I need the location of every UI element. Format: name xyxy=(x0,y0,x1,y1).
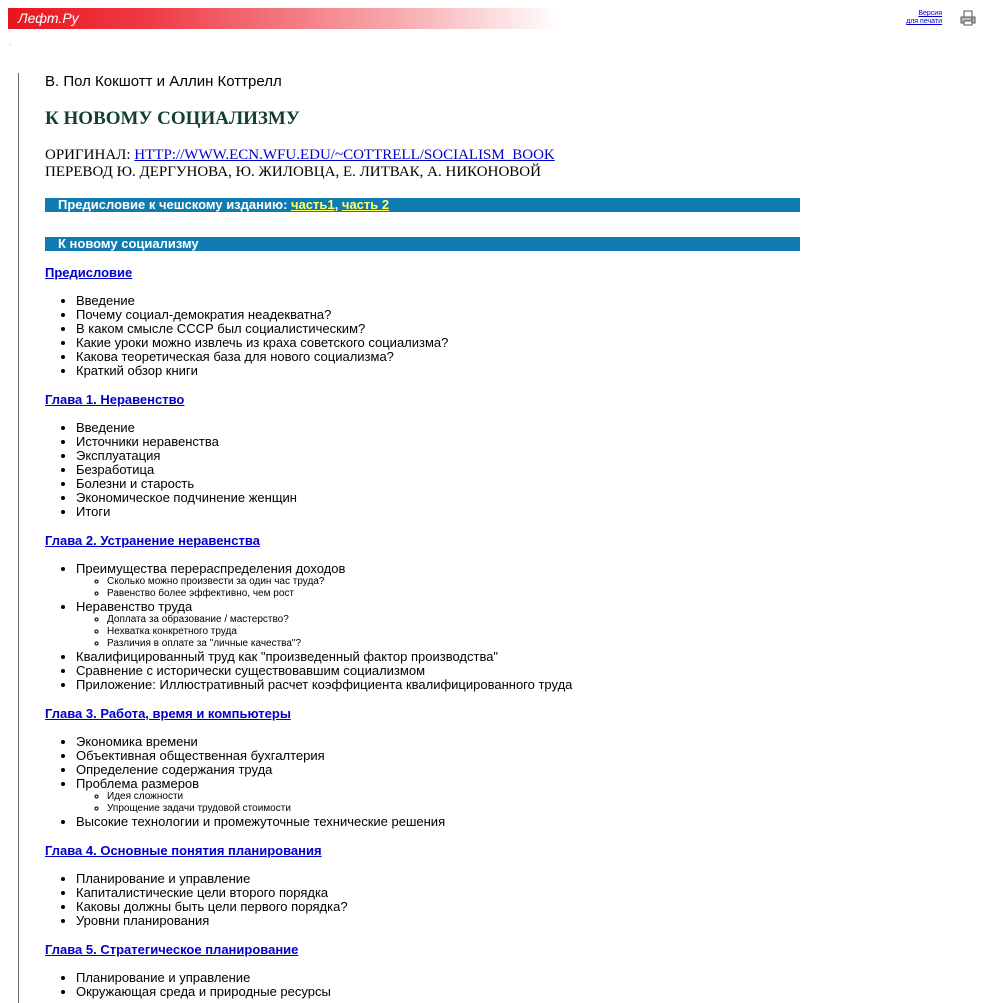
section-list xyxy=(45,735,805,829)
sub-list-item: ◦ Сколько можно произвести за один час труда? xyxy=(107,576,805,588)
original-and-translation xyxy=(45,147,805,181)
list-item xyxy=(76,505,805,519)
list-item xyxy=(76,678,805,692)
list-item-text: Преимущества перераспределения доходов xyxy=(76,561,346,576)
printer-icon[interactable] xyxy=(960,10,976,26)
print-link-line1: Версия xyxy=(918,10,942,17)
list-item-text: Введение xyxy=(76,420,135,435)
list-item-text: Неравенство труда xyxy=(76,599,193,614)
chapter-link[interactable]: Глава 2. Устранение неравенства xyxy=(45,533,260,548)
list-item-text: Высокие технологии и промежуточные технические решения xyxy=(76,814,446,829)
chapter-heading xyxy=(45,392,805,407)
list-item xyxy=(76,463,805,477)
list-item-text: Эксплуатация xyxy=(76,448,161,463)
book-section-band: К новому социализму xyxy=(45,237,800,251)
list-item-text: Итоги xyxy=(76,504,111,519)
section-list xyxy=(45,562,805,692)
list-item-text: Сравнение с исторически существовавшим социализмом xyxy=(76,663,426,678)
section-list xyxy=(45,971,805,999)
sub-list-item: ◦ Равенство более эффективно, чем рост xyxy=(107,588,805,600)
czech-preface-label: Предисловие к чешскому изданию: xyxy=(58,197,288,212)
list-item-text: Планирование и управление xyxy=(76,871,251,886)
article-content xyxy=(45,73,805,999)
list-item xyxy=(76,872,805,886)
sub-list-item: ◦ Нехватка конкретного труда xyxy=(107,626,805,638)
sub-list-item: ◦ Идея сложности xyxy=(107,791,805,803)
list-item xyxy=(76,322,805,336)
list-item xyxy=(76,735,805,749)
original-url-link[interactable]: HTTP://WWW.ECN.WFU.EDU/~COTTRELL/SOCIALISM_BOOK xyxy=(134,147,555,163)
chapter-heading xyxy=(45,533,805,548)
list-item-text: Уровни планирования xyxy=(76,913,210,928)
chapter-link[interactable]: Глава 4. Основные понятия планирования xyxy=(45,843,322,858)
list-item xyxy=(76,664,805,678)
left-rule xyxy=(18,73,19,1003)
list-item xyxy=(76,600,805,650)
list-item-text: Введение xyxy=(76,293,135,308)
list-item xyxy=(76,421,805,435)
list-item-text: Проблема размеров xyxy=(76,776,200,791)
list-item xyxy=(76,886,805,900)
list-item-text: Почему социал-демократия неадекватна? xyxy=(76,307,332,322)
list-item xyxy=(76,914,805,928)
list-item-text: Объективная общественная бухгалтерия xyxy=(76,748,325,763)
list-item-text: Экономика времени xyxy=(76,734,198,749)
site-banner xyxy=(8,8,560,29)
list-item xyxy=(76,435,805,449)
authors: В. Пол Кокшотт и Аллин Коттрелл xyxy=(45,73,282,90)
list-item xyxy=(76,763,805,777)
list-item xyxy=(76,491,805,505)
list-item-text: Определение содержания труда xyxy=(76,762,273,777)
list-item xyxy=(76,971,805,985)
list-item xyxy=(76,350,805,364)
list-item xyxy=(76,477,805,491)
list-item xyxy=(76,308,805,322)
list-item xyxy=(76,336,805,350)
list-item-text: Квалифицированный труд как "произведенный фактор производства" xyxy=(76,649,499,664)
table-of-contents xyxy=(45,265,805,999)
sub-list xyxy=(76,791,805,815)
czech-preface-part2-link[interactable]: часть 2 xyxy=(341,197,390,212)
sub-list xyxy=(76,576,805,600)
list-item xyxy=(76,749,805,763)
list-item xyxy=(76,900,805,914)
list-item xyxy=(76,777,805,815)
chapter-heading xyxy=(45,843,805,858)
list-item-text: Планирование и управление xyxy=(76,970,251,985)
list-item xyxy=(76,650,805,664)
list-item-text: Болезни и старость xyxy=(76,476,195,491)
list-item xyxy=(76,449,805,463)
list-item xyxy=(76,985,805,999)
sub-list-item: ◦ Доплата за образование / мастерство? xyxy=(107,614,805,626)
spacer-dot: . xyxy=(9,38,12,47)
list-item-text: Безработица xyxy=(76,462,155,477)
preface-link[interactable]: Предисловие xyxy=(45,265,133,280)
print-link-line2: для печати xyxy=(906,18,942,25)
list-item-text: Краткий обзор книги xyxy=(76,363,198,378)
list-item-text: Какова теоретическая база для нового социализма? xyxy=(76,349,394,364)
section-list xyxy=(45,872,805,928)
list-item-text: Окружающая среда и природные ресурсы xyxy=(76,984,331,999)
list-item-text: Приложение: Иллюстративный расчет коэффициента квалифицированного труда xyxy=(76,677,573,692)
sub-list xyxy=(76,614,805,650)
list-item-text: Какие уроки можно извлечь из краха советского социализма? xyxy=(76,335,449,350)
czech-preface-part1-link[interactable]: часть1 xyxy=(291,197,335,212)
section-list xyxy=(45,294,805,378)
sub-list-item: ◦ Упрощение задачи трудовой стоимости xyxy=(107,803,805,815)
sub-list-item: ◦ Различия в оплате за "личные качества"? xyxy=(107,638,805,650)
chapter-heading xyxy=(45,942,805,957)
chapter-link[interactable]: Глава 1. Неравенство xyxy=(45,392,185,407)
chapter-link[interactable]: Глава 3. Работа, время и компьютеры xyxy=(45,706,291,721)
original-label: ОРИГИНАЛ: xyxy=(45,147,131,163)
list-item xyxy=(76,364,805,378)
list-item-text: Каковы должны быть цели первого порядка? xyxy=(76,899,348,914)
list-item xyxy=(76,815,805,829)
translation-credits: ПЕРЕВОД Ю. ДЕРГУНОВА, Ю. ЖИЛОВЦА, Е. ЛИТВАК, А. НИКОНОВОЙ xyxy=(45,164,541,180)
section-list xyxy=(45,421,805,519)
list-item xyxy=(76,294,805,308)
list-item-text: В каком смысле СССР был социалистическим? xyxy=(76,321,366,336)
chapter-link[interactable]: Глава 5. Стратегическое планирование xyxy=(45,942,299,957)
site-logo[interactable]: Лефт.Ру xyxy=(18,10,79,26)
list-item-text: Капиталистические цели второго порядка xyxy=(76,885,329,900)
chapter-heading xyxy=(45,706,805,721)
print-version-link[interactable] xyxy=(890,10,942,26)
list-item xyxy=(76,562,805,600)
list-item-text: Источники неравенства xyxy=(76,434,219,449)
list-item-text: Экономическое подчинение женщин xyxy=(76,490,297,505)
czech-preface-separator: , xyxy=(334,197,339,212)
czech-preface-band xyxy=(45,198,800,212)
preface-heading xyxy=(45,265,805,280)
book-title: К НОВОМУ СОЦИАЛИЗМУ xyxy=(45,108,300,129)
